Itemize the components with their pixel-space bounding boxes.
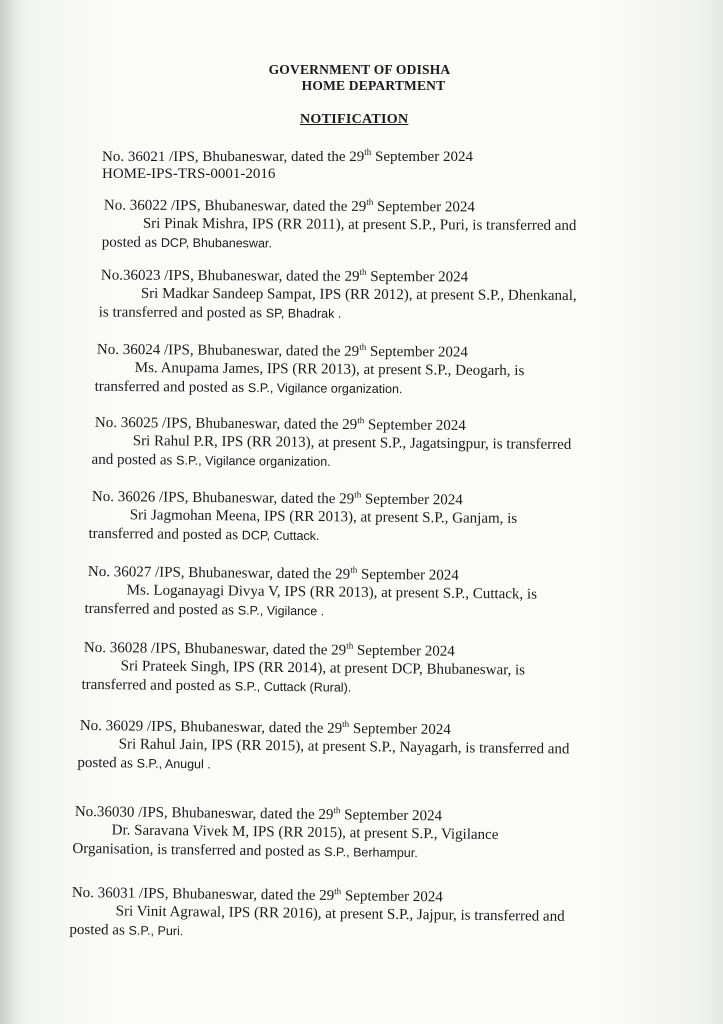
page-edge-shadow bbox=[0, 0, 14, 1024]
entry-posting-line: transferred and posted as DCP, Cuttack. bbox=[88, 525, 320, 544]
entry-number-line: No. 36028 /IPS, Bhubaneswar, dated the 29th September 2024 bbox=[83, 639, 455, 660]
posting-destination: S.P., Vigilance . bbox=[237, 603, 325, 619]
posting-destination: S.P., Cuttack (Rural). bbox=[234, 679, 352, 695]
entry-number-line: No. 36026 /IPS, Bhubaneswar, dated the 29th September 2024 bbox=[91, 488, 463, 509]
entry-number-line: No.36030 /IPS, Bhubaneswar, dated the 29th September 2024 bbox=[74, 803, 443, 825]
posting-destination: S.P., Berhampur. bbox=[324, 844, 418, 861]
entry-posting-line: posted as DCP, Bhubaneswar. bbox=[101, 234, 272, 251]
entry-body-line: Sri Prateek Singh, IPS (RR 2014), at present DCP, Bhubaneswar, is bbox=[120, 658, 526, 679]
posting-destination: SP, Bhadrak . bbox=[265, 306, 342, 321]
entry-posting-line: is transferred and posted as SP, Bhadrak . bbox=[98, 304, 342, 322]
entry-posting-line: Organisation, is transferred and posted as S.P., Berhampur. bbox=[72, 840, 418, 861]
entry-body-line: Sri Vinit Agrawal, IPS (RR 2016), at present S.P., Jajpur, is transferred and bbox=[115, 903, 565, 925]
entry-number-line: No.36023 /IPS, Bhubaneswar, dated the 29th September 2024 bbox=[100, 266, 469, 286]
posting-destination: S.P., Puri. bbox=[128, 923, 184, 939]
entry-posting-line: transferred and posted as S.P., Vigilance organization. bbox=[94, 378, 403, 397]
header-government: GOVERNMENT OF ODISHA bbox=[268, 62, 451, 77]
entry-number-line: No. 36024 /IPS, Bhubaneswar, dated the 29th September 2024 bbox=[96, 341, 468, 361]
entry-body-line: Ms. Loganayagi Divya V, IPS (RR 2013), at present S.P., Cuttack, is bbox=[126, 582, 538, 603]
entry-posting-line: transferred and posted as S.P., Cuttack (Rural). bbox=[81, 676, 352, 695]
entry-posting-line: posted as S.P., Anugul . bbox=[77, 754, 211, 772]
entry-posting-line: and posted as S.P., Vigilance organization. bbox=[91, 451, 331, 469]
posting-destination: S.P., Anugul . bbox=[136, 756, 211, 772]
entry-body-line: Sri Jagmohan Meena, IPS (RR 2013), at present S.P., Ganjam, is bbox=[129, 507, 518, 527]
posting-destination: DCP, Bhubaneswar. bbox=[160, 235, 272, 251]
posting-destination: S.P., Vigilance organization. bbox=[176, 453, 331, 469]
entry-body-line: Sri Madkar Sandeep Sampat, IPS (RR 2012), at present S.P., Dhenkanal, bbox=[140, 285, 577, 305]
entry-number-line: No. 36029 /IPS, Bhubaneswar, dated the 29th September 2024 bbox=[79, 717, 451, 739]
entry-body-line: Sri Rahul P.R, IPS (RR 2013), at present S.P., Jagatsingpur, is transferred bbox=[132, 433, 572, 453]
entry-posting-line: posted as S.P., Puri. bbox=[69, 921, 184, 939]
entry-body-line: Sri Rahul Jain, IPS (RR 2015), at present S.P., Nayagarh, is transferred and bbox=[118, 736, 570, 758]
entry-posting-line: transferred and posted as S.P., Vigilance . bbox=[84, 600, 325, 619]
posting-destination: DCP, Cuttack. bbox=[241, 528, 320, 544]
entry-body-line: Ms. Anupama James, IPS (RR 2013), at present S.P., Deogarh, is bbox=[134, 360, 525, 380]
entry-body-line: Dr. Saravana Vivek M, IPS (RR 2015), at present S.P., Vigilance bbox=[111, 822, 499, 844]
posting-destination: S.P., Vigilance organization. bbox=[247, 380, 403, 397]
entry-number-line: No. 36025 /IPS, Bhubaneswar, dated the 29th September 2024 bbox=[94, 414, 466, 435]
reference-file-number: HOME-IPS-TRS-0001-2016 bbox=[102, 166, 276, 182]
entry-body-line: Sri Pinak Mishra, IPS (RR 2011), at present S.P., Puri, is transferred and bbox=[142, 215, 577, 235]
header-department: HOME DEPARTMENT bbox=[301, 78, 446, 93]
reference-number-line: No. 36021 /IPS, Bhubaneswar, dated the 29th September 2024 bbox=[102, 147, 473, 165]
notification-title: NOTIFICATION bbox=[300, 112, 409, 127]
entry-number-line: No. 36027 /IPS, Bhubaneswar, dated the 29th September 2024 bbox=[87, 563, 459, 584]
entry-number-line: No. 36031 /IPS, Bhubaneswar, dated the 29th September 2024 bbox=[71, 884, 443, 906]
entry-number-line: No. 36022 /IPS, Bhubaneswar, dated the 29th September 2024 bbox=[103, 196, 475, 216]
